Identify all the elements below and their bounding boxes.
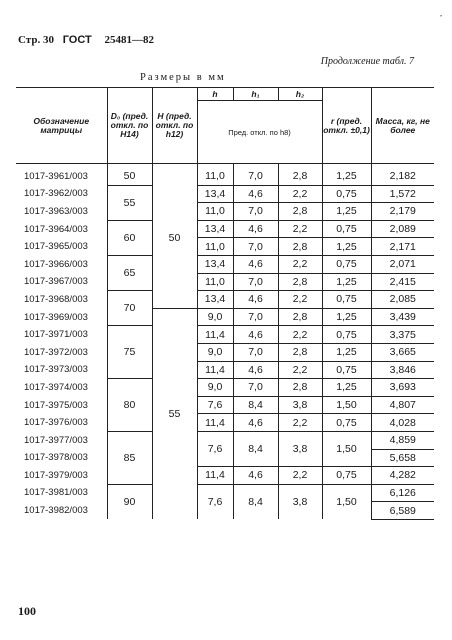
table-row: 1017-3962/003 55 13,4 4,6 2,2 0,75 1,572 [16, 185, 434, 203]
page-header [18, 34, 154, 46]
col-h: H (пред. откл. по h12) [152, 88, 197, 164]
scan-speck: • [440, 14, 443, 20]
d0-cell: 80 [107, 379, 152, 432]
col-tolerance-h8: Пред. откл. по h8) [197, 101, 322, 164]
table-row: 1017-3975/003 7,6 8,4 3,8 1,50 4,807 [16, 396, 434, 414]
col-sub-h1: h₁ [233, 88, 278, 101]
table-row: 1017-3964/003 60 13,4 4,6 2,2 0,75 2,089 [16, 220, 434, 238]
h-cell: 55 [152, 308, 197, 519]
standard-label: ГОСТ [62, 34, 92, 46]
table-row: 1017-3966/003 65 13,4 4,6 2,2 0,75 2,071 [16, 255, 434, 273]
col-sub-h: h [197, 88, 233, 101]
d0-cell: 60 [107, 220, 152, 255]
table-row: 1017-3978/003 5,658 [16, 449, 434, 467]
standard-number: 25481—82 [104, 34, 155, 46]
page-label: Стр. 30 [18, 34, 54, 46]
d0-cell: 55 [107, 185, 152, 220]
col-sub-h2: h₂ [278, 88, 322, 101]
d0-cell: 85 [107, 431, 152, 484]
d0-cell: 65 [107, 255, 152, 290]
table-body [16, 168, 434, 519]
page-number: 100 [18, 604, 36, 618]
table-row: 1017-3979/003 11,4 4,6 2,2 0,75 4,282 [16, 467, 434, 485]
table-row: 1017-3976/003 11,4 4,6 2,2 0,75 4,028 [16, 414, 434, 432]
table-row: 1017-3974/003 80 9,0 7,0 2,8 1,25 3,693 [16, 379, 434, 397]
table-row: 1017-3982/003 6,589 [16, 502, 434, 520]
dimensions-table [16, 87, 434, 520]
table-row: 1017-3973/003 11,4 4,6 2,2 0,75 3,846 [16, 361, 434, 379]
col-designation: Обозначение матрицы [16, 88, 107, 164]
table-row: 1017-3961/003 50 50 11,0 7,0 2,8 1,25 2,182 [16, 168, 434, 185]
table-row: 1017-3977/003 85 7,6 8,4 3,8 1,50 4,859 [16, 431, 434, 449]
table-row: 1017-3971/003 75 11,4 4,6 2,2 0,75 3,375 [16, 326, 434, 344]
table-title: Размеры в мм [140, 72, 226, 83]
d0-cell: 90 [107, 484, 152, 519]
col-d0: D₀ (пред. откл. по H14) [107, 88, 152, 164]
table-row: 1017-3967/003 11,0 7,0 2,8 1,25 2,415 [16, 273, 434, 291]
table-row: 1017-3965/003 11,0 7,0 2,8 1,25 2,171 [16, 238, 434, 256]
table-row: 1017-3969/003 55 9,0 7,0 2,8 1,25 3,439 [16, 308, 434, 326]
d0-cell: 50 [107, 168, 152, 185]
col-r: r (пред. откл. ±0,1) [322, 88, 371, 164]
h-cell: 50 [152, 168, 197, 308]
table-row: 1017-3963/003 11,0 7,0 2,8 1,25 2,179 [16, 203, 434, 221]
continuation-note: Продолжение табл. 7 [320, 56, 414, 67]
d0-cell: 75 [107, 326, 152, 379]
table-row: 1017-3981/003 90 7,6 8,4 3,8 1,50 6,126 [16, 484, 434, 502]
table-row: 1017-3968/003 70 13,4 4,6 2,2 0,75 2,085 [16, 291, 434, 309]
table-row: 1017-3972/003 9,0 7,0 2,8 1,25 3,665 [16, 343, 434, 361]
col-mass: Масса, кг, не более [371, 88, 434, 164]
d0-cell: 70 [107, 291, 152, 326]
